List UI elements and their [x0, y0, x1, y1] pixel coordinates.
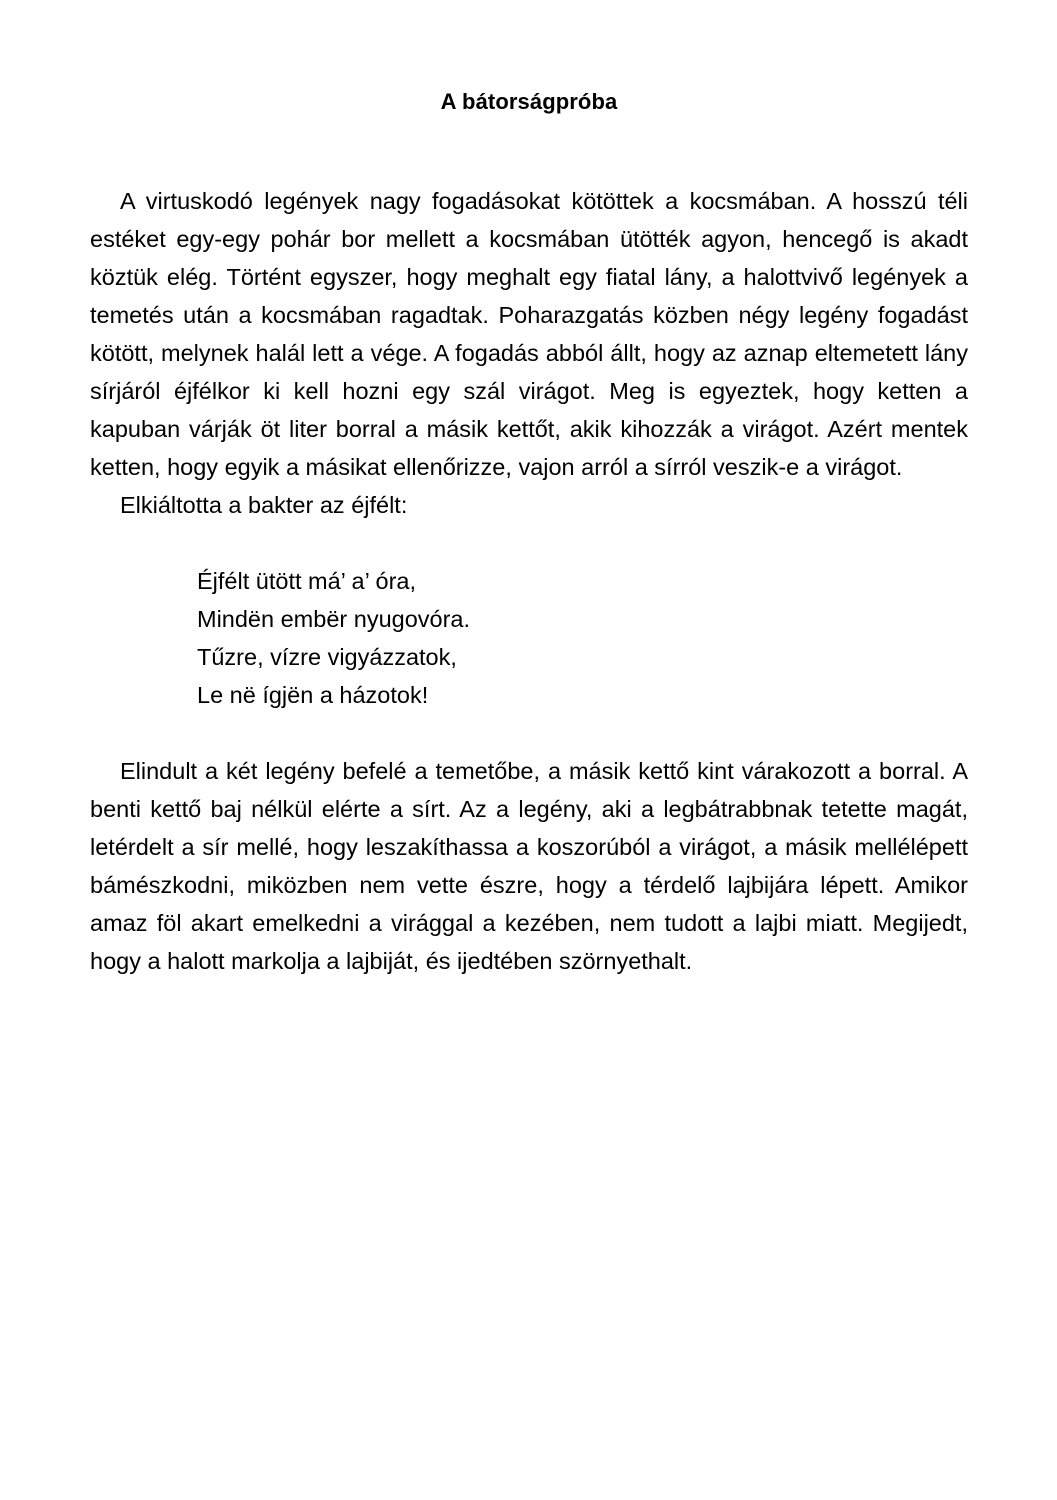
verse-line-4: Le në ígjën a házotok! [197, 681, 429, 708]
paragraph-2: Elkiáltotta a bakter az éjfélt: [120, 491, 408, 518]
verse-line-1: Éjfélt ütött má’ a’ óra, [197, 567, 416, 594]
document-content [90, 0, 968, 980]
paragraph-spacer [90, 714, 968, 752]
verse-line-2: Mindën embër nyugovóra. [197, 605, 471, 632]
page-title: A bátorságpróba [440, 89, 618, 114]
verse-block [90, 524, 968, 714]
paragraph-3: Elindult a két legény befelé a temetőbe, a másik kettő kint várakozott a borral. A benti kettő baj nélkül elérte a sírt. Az a legény, aki a legbátrabbnak tetette magát, letérdelt a sír mellé, hogy leszakíthassa a koszorúból a virágot, a másik mellélépett bámészkodni, miközben nem vette észre, hogy a térdelő lajbijára lépett. Amikor amaz föl akart emelkedni a virággal a kezében, nem tudott a lajbi miatt. Megijedt, hogy a halott markolja a lajbiját, és ijedtében szörnyethalt. [90, 757, 968, 974]
paragraph-1: A virtuskodó legények nagy fogadásokat kötöttek a kocsmában. A hosszú téli estéket egy-egy pohár bor mellett a kocsmában ütötték agyon, hencegő is akadt köztük elég. Történt egyszer, hogy meghalt egy fiatal lány, a halottvivő legények a temetés után a kocsmában ragadtak. Poharazgatás közben négy legény fogadást kötött, melynek halál lett a vége. A fogadás abból állt, hogy az aznap eltemetett lány sírjáról éjfélkor ki kell hozni egy szál virágot. Meg is egyeztek, hogy ketten a kapuban várják öt liter borral a másik kettőt, akik kihozzák a virágot. Azért mentek ketten, hogy egyik a másikat ellenőrizze, vajon arról a sírról veszik-e a virágot. [90, 187, 968, 480]
document-body [90, 116, 968, 980]
verse-line-3: Tűzre, vízre vigyázzatok, [197, 643, 457, 670]
